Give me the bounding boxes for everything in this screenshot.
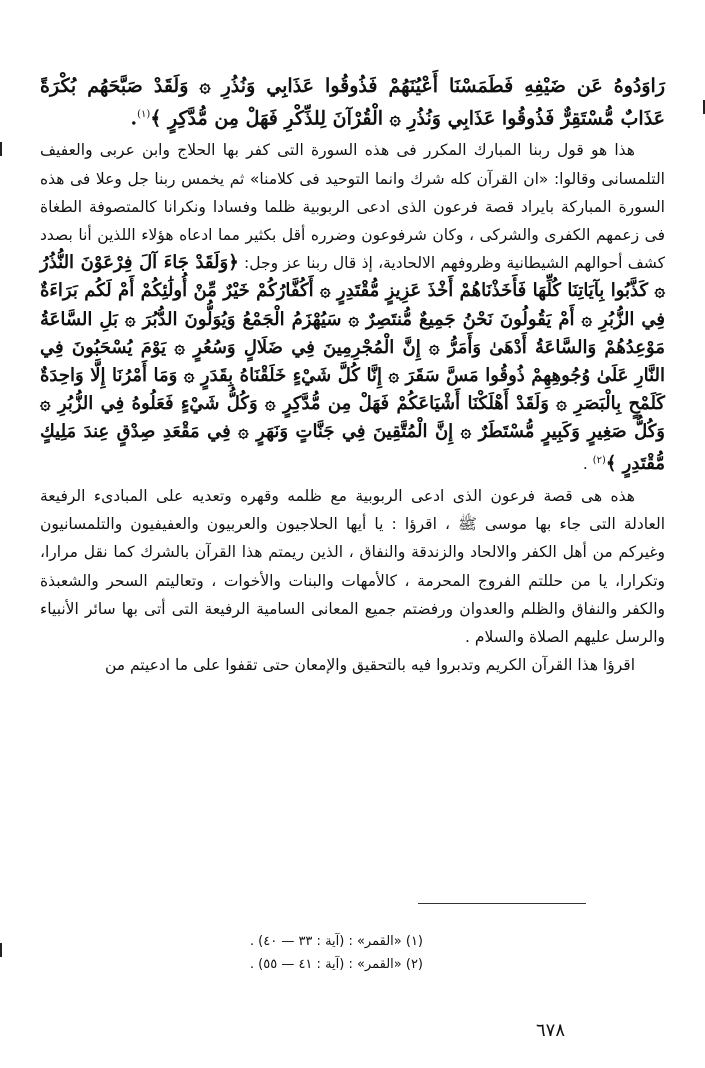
footnote-1: (١) «القمر» : (آية : ٣٣ — ٤٠) .	[249, 934, 423, 949]
paragraph-intro-text: هذا هو قول ربنا المبارك المكرر فى هذه السورة التى كفر بها الحلاج وابن عربى والعفيف التلمسانى وقالوا: «ان القرآن كله شرك وانما التوحيد فى كلامنا» ثم يخمس ربنا جل وعلا فى هذه السورة المباركة بايراد قصة فرعون الذى ادعى الربوبية ظلما وفسادا ونكرانا كالمتصوفة الطغاة فى زعمهم الكفرى والشركى ، وكان شرفوعون وضرره أقل بكثير مما ادعاه هؤلاء اللذين أنا بصدد كشف أحوالهم الشيطانية وظروفهم الالحادية، إذ قال ربنا عز وجل:	[40, 141, 665, 273]
margin-mark-left-top	[0, 142, 2, 156]
margin-mark-left-bottom	[0, 943, 2, 957]
page-body	[40, 72, 665, 679]
quran-verse-block: رَاوَدُوهُ عَن ضَيْفِهِ فَطَمَسْنَا أَعْيُنَهُمْ فَذُوقُوا عَذَابِي وَنُذُرِ ۞ وَلَقَدْ صَبَّحَهُم بُكْرَةً عَذَابٌ مُّسْتَقِرٌّ فَذُوقُوا عَذَابِي وَنُذُرِ ۞ الْقُرْآنَ لِلذِّكْرِ فَهَلْ مِن مُّدَّكِرٍ ﴾$^{(١)}$.	[40, 75, 665, 129]
paragraph-pharaoh-story: هذه هى قصة فرعون الذى ادعى الربوبية مع ظلمه وقهره وتعديه على المبادىء الرفيعة العادلة التى جاء بها موسى ﷺ ، اقرؤا : يا أيها الحلاجيون والعربيون والعفيفيون والتلمسانيون وغيركم من أهل الكفر والالحاد والزندقة والنفاق ، الذين ريمتم هذا القرآن بالشرك كما نقل مرارا، وتكرارا، يا من حللتم الفروج المحرمة ، كالأمهات والبنات والأخوات ، وتعاليتم السحر والشعبذة والكفر والنفاق والظلم والعدوان ورفضتم جميع المعانى السامية الرفيعة التى أتى بها سائر الأنبياء والرسل عليهم الصلاة والسلام .	[40, 486, 665, 646]
verse-text: رَاوَدُوهُ عَن ضَيْفِهِ فَطَمَسْنَا أَعْيُنَهُمْ فَذُوقُوا عَذَابِي وَنُذُرِ ۞ وَلَقَدْ صَبَّحَهُم بُكْرَةً عَذَابٌ مُّسْتَقِرٌّ فَذُوقُوا عَذَابِي وَنُذُرِ ۞ الْقُرْآنَ لِلذِّكْرِ فَهَلْ مِن مُّدَّكِرٍ ﴾	[40, 75, 665, 129]
paragraph-read-quran: اقرؤا هذا القرآن الكريم وتدبروا فيه بالتحقيق والإمعان حتى تقفوا على ما ادعيتم من	[104, 656, 635, 675]
paragraph-intro-end: .	[582, 454, 593, 473]
footnote-ref-2: (٢)	[592, 454, 606, 466]
quran-quotation: ﴿وَلَقَدْ جَاءَ آلَ فِرْعَوْنَ النُّذُرُ ۞ كَذَّبُوا بِآيَاتِنَا كُلِّهَا فَأَخَذْنَاهُمْ أَخْذَ عَزِيزٍ مُّقْتَدِرٍ ۞ أَكُفَّارُكُمْ خَيْرٌ مِّنْ أُولَٰئِكُمْ أَمْ لَكُم بَرَاءَةٌ فِي الزُّبُرِ ۞ أَمْ يَقُولُونَ نَحْنُ جَمِيعٌ مُّنتَصِرٌ ۞ سَيُهْزَمُ الْجَمْعُ وَيُوَلُّونَ الدُّبُرَ ۞ بَلِ السَّاعَةُ مَوْعِدُهُمْ وَالسَّاعَةُ أَدْهَىٰ وَأَمَرُّ ۞ إِنَّ الْمُجْرِمِينَ فِي ضَلَالٍ وَسُعُرٍ ۞ يَوْمَ يُسْحَبُونَ فِي النَّارِ عَلَىٰ وُجُوهِهِمْ ذُوقُوا مَسَّ سَقَرَ ۞ إِنَّا كُلَّ شَيْءٍ خَلَقْنَاهُ بِقَدَرٍ ۞ وَمَا أَمْرُنَا إِلَّا وَاحِدَةٌ كَلَمْحٍ بِالْبَصَرِ ۞ وَلَقَدْ أَهْلَكْنَا أَشْيَاعَكُمْ فَهَلْ مِن مُّدَّكِرٍ ۞ وَكُلُّ شَيْءٍ فَعَلُوهُ فِي الزُّبُرِ ۞ وَكُلُّ صَغِيرٍ وَكَبِيرٍ مُّسْتَطَرٌ ۞ إِنَّ الْمُتَّقِينَ فِي جَنَّاتٍ وَنَهَرٍ ۞ فِي مَقْعَدِ صِدْقٍ عِندَ مَلِيكٍ مُّقْتَدِرٍ ﴾	[40, 252, 665, 474]
paragraph-intro	[40, 136, 665, 478]
page-number: ٦٧٨	[535, 1020, 565, 1041]
footnotes	[60, 930, 423, 976]
footnote-ref-1: (١)	[137, 108, 151, 120]
footnote-separator	[418, 903, 586, 904]
footnote-2: (٢) «القمر» : (آية : ٤١ — ٥٥) .	[249, 957, 423, 972]
